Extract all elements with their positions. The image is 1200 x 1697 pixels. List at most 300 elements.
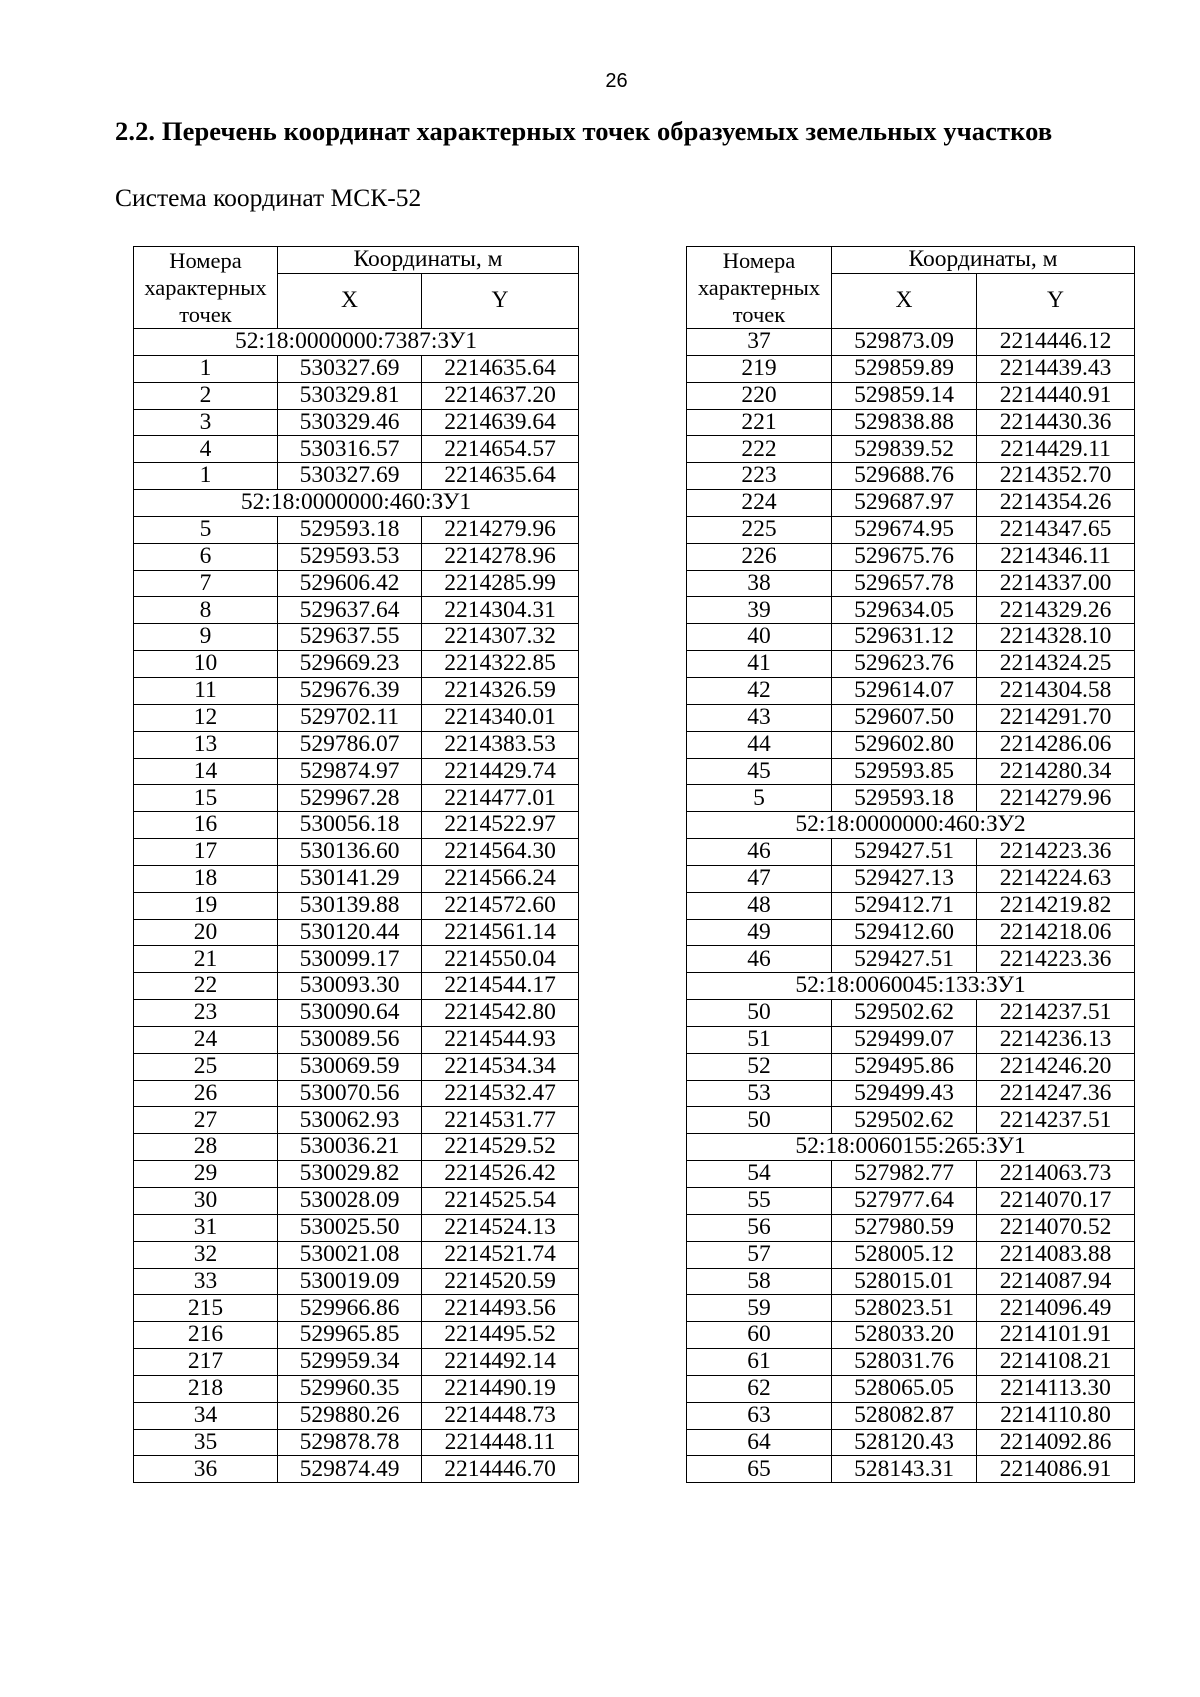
y-coordinate-cell: 2214340.01 [422,704,579,731]
table-row [687,1053,1135,1080]
y-coordinate-cell: 2214246.20 [977,1053,1135,1080]
table-row [687,839,1135,866]
header-coordinates: Координаты, м [278,247,579,274]
table-row [687,1268,1135,1295]
point-number-cell: 220 [687,382,832,409]
x-coordinate-cell: 529606.42 [278,570,422,597]
section-row [687,1134,1135,1161]
x-coordinate-cell: 528023.51 [832,1295,977,1322]
table-row [134,1161,579,1188]
y-coordinate-cell: 2214492.14 [422,1349,579,1376]
table-row [134,1322,579,1349]
x-coordinate-cell: 529967.28 [278,785,422,812]
x-coordinate-cell: 529427.51 [832,946,977,973]
x-coordinate-cell: 530090.64 [278,1000,422,1027]
point-number-cell: 11 [134,677,278,704]
point-number-cell: 50 [687,1000,832,1027]
x-coordinate-cell: 530070.56 [278,1080,422,1107]
point-number-cell: 41 [687,651,832,678]
table-row [687,355,1135,382]
x-coordinate-cell: 530329.81 [278,382,422,409]
table-row [134,1456,579,1483]
table-row [134,651,579,678]
point-number-cell: 217 [134,1349,278,1376]
point-number-cell: 33 [134,1268,278,1295]
table-body-left [134,329,579,1483]
y-coordinate-cell: 2214429.74 [422,758,579,785]
point-number-cell: 44 [687,731,832,758]
y-coordinate-cell: 2214237.51 [977,1107,1135,1134]
point-number-cell: 19 [134,892,278,919]
table-body-right [687,329,1135,1483]
section-row [134,329,579,356]
x-coordinate-cell: 530327.69 [278,355,422,382]
point-number-cell: 218 [134,1375,278,1402]
x-coordinate-cell: 528143.31 [832,1456,977,1483]
y-coordinate-cell: 2214564.30 [422,839,579,866]
point-number-cell: 215 [134,1295,278,1322]
table-row [134,1134,579,1161]
y-coordinate-cell: 2214352.70 [977,463,1135,490]
x-coordinate-cell: 527982.77 [832,1161,977,1188]
point-number-cell: 22 [134,973,278,1000]
y-coordinate-cell: 2214096.49 [977,1295,1135,1322]
x-coordinate-cell: 529859.14 [832,382,977,409]
x-coordinate-cell: 529412.60 [832,919,977,946]
point-number-cell: 61 [687,1349,832,1376]
point-number-cell: 225 [687,516,832,543]
table-row [134,973,579,1000]
point-number-cell: 65 [687,1456,832,1483]
table-row [134,1241,579,1268]
y-coordinate-cell: 2214477.01 [422,785,579,812]
point-number-cell: 14 [134,758,278,785]
point-number-cell: 55 [687,1188,832,1215]
y-coordinate-cell: 2214383.53 [422,731,579,758]
y-coordinate-cell: 2214635.64 [422,463,579,490]
point-number-cell: 39 [687,597,832,624]
x-coordinate-cell: 530019.09 [278,1268,422,1295]
y-coordinate-cell: 2214304.31 [422,597,579,624]
x-coordinate-cell: 529874.49 [278,1456,422,1483]
point-number-cell: 18 [134,865,278,892]
point-number-cell: 38 [687,570,832,597]
point-number-cell: 216 [134,1322,278,1349]
x-coordinate-cell: 529965.85 [278,1322,422,1349]
table-row [134,1375,579,1402]
table-row [134,704,579,731]
y-coordinate-cell: 2214083.88 [977,1241,1135,1268]
y-coordinate-cell: 2214520.59 [422,1268,579,1295]
x-coordinate-cell: 529614.07 [832,677,977,704]
y-coordinate-cell: 2214092.86 [977,1429,1135,1456]
table-row [134,624,579,651]
table-row [134,355,579,382]
point-number-cell: 223 [687,463,832,490]
y-coordinate-cell: 2214218.06 [977,919,1135,946]
point-number-cell: 37 [687,329,832,356]
table-row [687,1456,1135,1483]
point-number-cell: 1 [134,463,278,490]
section-row [687,812,1135,839]
x-coordinate-cell: 529502.62 [832,1107,977,1134]
table-row [134,1188,579,1215]
y-coordinate-cell: 2214278.96 [422,543,579,570]
x-coordinate-cell: 527977.64 [832,1188,977,1215]
point-number-cell: 30 [134,1188,278,1215]
point-number-cell: 40 [687,624,832,651]
x-coordinate-cell: 530141.29 [278,865,422,892]
x-coordinate-cell: 528082.87 [832,1402,977,1429]
table-row [687,919,1135,946]
point-number-cell: 27 [134,1107,278,1134]
y-coordinate-cell: 2214279.96 [422,516,579,543]
x-coordinate-cell: 529602.80 [832,731,977,758]
x-coordinate-cell: 529675.76 [832,543,977,570]
x-coordinate-cell: 530136.60 [278,839,422,866]
point-number-cell: 222 [687,436,832,463]
point-number-cell: 36 [134,1456,278,1483]
y-coordinate-cell: 2214493.56 [422,1295,579,1322]
x-coordinate-cell: 529502.62 [832,1000,977,1027]
point-number-cell: 21 [134,946,278,973]
x-coordinate-cell: 529427.51 [832,839,977,866]
table-row [134,758,579,785]
table-row [687,1375,1135,1402]
point-number-cell: 20 [134,919,278,946]
point-number-cell: 29 [134,1161,278,1188]
y-coordinate-cell: 2214224.63 [977,865,1135,892]
x-coordinate-cell: 528005.12 [832,1241,977,1268]
y-coordinate-cell: 2214346.11 [977,543,1135,570]
y-coordinate-cell: 2214237.51 [977,1000,1135,1027]
y-coordinate-cell: 2214110.80 [977,1402,1135,1429]
x-coordinate-cell: 530089.56 [278,1026,422,1053]
y-coordinate-cell: 2214439.43 [977,355,1135,382]
x-coordinate-cell: 529880.26 [278,1402,422,1429]
y-coordinate-cell: 2214291.70 [977,704,1135,731]
point-number-cell: 63 [687,1402,832,1429]
point-number-cell: 8 [134,597,278,624]
point-number-cell: 7 [134,570,278,597]
x-coordinate-cell: 530316.57 [278,436,422,463]
table-row [687,1295,1135,1322]
point-number-cell: 26 [134,1080,278,1107]
x-coordinate-cell: 529657.78 [832,570,977,597]
point-number-cell: 48 [687,892,832,919]
table-row [687,1107,1135,1134]
x-coordinate-cell: 530025.50 [278,1214,422,1241]
x-coordinate-cell: 528065.05 [832,1375,977,1402]
point-number-cell: 16 [134,812,278,839]
table-row [134,1214,579,1241]
point-number-cell: 10 [134,651,278,678]
x-coordinate-cell: 529873.09 [832,329,977,356]
point-number-cell: 46 [687,839,832,866]
table-row [687,1214,1135,1241]
point-number-cell: 59 [687,1295,832,1322]
table-row [687,1241,1135,1268]
point-number-cell: 56 [687,1214,832,1241]
point-number-cell: 17 [134,839,278,866]
table-row [687,785,1135,812]
table-row [687,409,1135,436]
point-number-cell: 49 [687,919,832,946]
coordinate-system-label: Система координат МСК-52 [115,183,422,212]
table-row [687,382,1135,409]
x-coordinate-cell: 530029.82 [278,1161,422,1188]
table-row [687,651,1135,678]
table-row [134,865,579,892]
x-coordinate-cell: 528033.20 [832,1322,977,1349]
y-coordinate-cell: 2214347.65 [977,516,1135,543]
coordinates-table-left [133,246,579,1483]
table-row [134,731,579,758]
y-coordinate-cell: 2214446.70 [422,1456,579,1483]
table-row [134,463,579,490]
parcel-id-cell: 52:18:0060045:133:ЗУ1 [687,973,1135,1000]
y-coordinate-cell: 2214070.17 [977,1188,1135,1215]
table-row [134,1402,579,1429]
x-coordinate-cell: 529676.39 [278,677,422,704]
point-number-cell: 34 [134,1402,278,1429]
header-points: Номера характерных точек [134,247,278,329]
point-number-cell: 221 [687,409,832,436]
point-number-cell: 64 [687,1429,832,1456]
y-coordinate-cell: 2214430.36 [977,409,1135,436]
x-coordinate-cell: 529637.55 [278,624,422,651]
table-row [687,463,1135,490]
y-coordinate-cell: 2214307.32 [422,624,579,651]
x-coordinate-cell: 529499.07 [832,1026,977,1053]
table-row [134,839,579,866]
table-row [687,704,1135,731]
point-number-cell: 5 [134,516,278,543]
point-number-cell: 3 [134,409,278,436]
point-number-cell: 52 [687,1053,832,1080]
x-coordinate-cell: 529859.89 [832,355,977,382]
table-row [134,1349,579,1376]
table-row [134,1107,579,1134]
y-coordinate-cell: 2214429.11 [977,436,1135,463]
table-row [134,409,579,436]
table-row [687,1402,1135,1429]
table-row [134,382,579,409]
page-number: 26 [605,70,628,92]
y-coordinate-cell: 2214526.42 [422,1161,579,1188]
point-number-cell: 46 [687,946,832,973]
y-coordinate-cell: 2214637.20 [422,382,579,409]
table-row [687,1000,1135,1027]
y-coordinate-cell: 2214544.17 [422,973,579,1000]
y-coordinate-cell: 2214326.59 [422,677,579,704]
coordinates-table-right [686,246,1135,1483]
table-row [687,1322,1135,1349]
y-coordinate-cell: 2214550.04 [422,946,579,973]
table-row [687,677,1135,704]
point-number-cell: 45 [687,758,832,785]
y-coordinate-cell: 2214328.10 [977,624,1135,651]
y-coordinate-cell: 2214490.19 [422,1375,579,1402]
y-coordinate-cell: 2214446.12 [977,329,1135,356]
y-coordinate-cell: 2214572.60 [422,892,579,919]
point-number-cell: 43 [687,704,832,731]
x-coordinate-cell: 529687.97 [832,490,977,517]
x-coordinate-cell: 529593.18 [278,516,422,543]
table-row [687,490,1135,517]
point-number-cell: 6 [134,543,278,570]
y-coordinate-cell: 2214531.77 [422,1107,579,1134]
table-row [134,892,579,919]
x-coordinate-cell: 530099.17 [278,946,422,973]
point-number-cell: 24 [134,1026,278,1053]
table-row [687,1161,1135,1188]
table-row [687,516,1135,543]
y-coordinate-cell: 2214286.06 [977,731,1135,758]
point-number-cell: 12 [134,704,278,731]
y-coordinate-cell: 2214495.52 [422,1322,579,1349]
x-coordinate-cell: 529499.43 [832,1080,977,1107]
table-row [687,1080,1135,1107]
y-coordinate-cell: 2214337.00 [977,570,1135,597]
x-coordinate-cell: 529593.18 [832,785,977,812]
point-number-cell: 35 [134,1429,278,1456]
y-coordinate-cell: 2214542.80 [422,1000,579,1027]
table-row [134,516,579,543]
table-row [134,1026,579,1053]
y-coordinate-cell: 2214223.36 [977,839,1135,866]
point-number-cell: 1 [134,355,278,382]
y-coordinate-cell: 2214544.93 [422,1026,579,1053]
y-coordinate-cell: 2214525.54 [422,1188,579,1215]
y-coordinate-cell: 2214322.85 [422,651,579,678]
point-number-cell: 219 [687,355,832,382]
y-coordinate-cell: 2214086.91 [977,1456,1135,1483]
table-row [134,919,579,946]
y-coordinate-cell: 2214113.30 [977,1375,1135,1402]
point-number-cell: 57 [687,1241,832,1268]
y-coordinate-cell: 2214324.25 [977,651,1135,678]
y-coordinate-cell: 2214108.21 [977,1349,1135,1376]
header-y: Y [977,273,1135,328]
x-coordinate-cell: 529669.23 [278,651,422,678]
x-coordinate-cell: 530028.09 [278,1188,422,1215]
section-row [687,973,1135,1000]
x-coordinate-cell: 529637.64 [278,597,422,624]
x-coordinate-cell: 530093.30 [278,973,422,1000]
table-row [134,570,579,597]
table-row [687,436,1135,463]
table-row [134,1268,579,1295]
y-coordinate-cell: 2214440.91 [977,382,1135,409]
point-number-cell: 31 [134,1214,278,1241]
table-row [687,758,1135,785]
x-coordinate-cell: 529412.71 [832,892,977,919]
table-row [687,624,1135,651]
x-coordinate-cell: 529878.78 [278,1429,422,1456]
table-row [134,543,579,570]
y-coordinate-cell: 2214654.57 [422,436,579,463]
y-coordinate-cell: 2214087.94 [977,1268,1135,1295]
x-coordinate-cell: 529495.86 [832,1053,977,1080]
y-coordinate-cell: 2214534.34 [422,1053,579,1080]
point-number-cell: 58 [687,1268,832,1295]
y-coordinate-cell: 2214304.58 [977,677,1135,704]
table-row [134,597,579,624]
header-points: Номера характерных точек [687,247,832,329]
point-number-cell: 28 [134,1134,278,1161]
x-coordinate-cell: 528031.76 [832,1349,977,1376]
y-coordinate-cell: 2214329.26 [977,597,1135,624]
y-coordinate-cell: 2214529.52 [422,1134,579,1161]
table-row [134,1053,579,1080]
x-coordinate-cell: 530139.88 [278,892,422,919]
x-coordinate-cell: 530036.21 [278,1134,422,1161]
y-coordinate-cell: 2214247.36 [977,1080,1135,1107]
y-coordinate-cell: 2214070.52 [977,1214,1135,1241]
x-coordinate-cell: 530329.46 [278,409,422,436]
table-row [687,597,1135,624]
x-coordinate-cell: 529674.95 [832,516,977,543]
y-coordinate-cell: 2214279.96 [977,785,1135,812]
point-number-cell: 224 [687,490,832,517]
y-coordinate-cell: 2214101.91 [977,1322,1135,1349]
header-y: Y [422,273,579,328]
point-number-cell: 13 [134,731,278,758]
section-row [134,490,579,517]
table-row [687,731,1135,758]
point-number-cell: 32 [134,1241,278,1268]
table-row [134,946,579,973]
point-number-cell: 23 [134,1000,278,1027]
table-row [687,1188,1135,1215]
y-coordinate-cell: 2214219.82 [977,892,1135,919]
table-row [134,1295,579,1322]
x-coordinate-cell: 529593.53 [278,543,422,570]
x-coordinate-cell: 530056.18 [278,812,422,839]
point-number-cell: 25 [134,1053,278,1080]
parcel-id-cell: 52:18:0000000:460:ЗУ2 [687,812,1135,839]
x-coordinate-cell: 529838.88 [832,409,977,436]
point-number-cell: 15 [134,785,278,812]
y-coordinate-cell: 2214063.73 [977,1161,1135,1188]
point-number-cell: 54 [687,1161,832,1188]
table-row [134,436,579,463]
table-row [687,892,1135,919]
x-coordinate-cell: 530327.69 [278,463,422,490]
y-coordinate-cell: 2214236.13 [977,1026,1135,1053]
table-row [134,677,579,704]
y-coordinate-cell: 2214561.14 [422,919,579,946]
y-coordinate-cell: 2214354.26 [977,490,1135,517]
y-coordinate-cell: 2214566.24 [422,865,579,892]
x-coordinate-cell: 527980.59 [832,1214,977,1241]
point-number-cell: 5 [687,785,832,812]
point-number-cell: 2 [134,382,278,409]
x-coordinate-cell: 529960.35 [278,1375,422,1402]
y-coordinate-cell: 2214448.11 [422,1429,579,1456]
table-row [134,1000,579,1027]
y-coordinate-cell: 2214448.73 [422,1402,579,1429]
point-number-cell: 9 [134,624,278,651]
table-row [134,785,579,812]
parcel-id-cell: 52:18:0000000:7387:ЗУ1 [134,329,579,356]
table-row [687,1026,1135,1053]
x-coordinate-cell: 529427.13 [832,865,977,892]
point-number-cell: 42 [687,677,832,704]
x-coordinate-cell: 529786.07 [278,731,422,758]
table-row [687,1429,1135,1456]
